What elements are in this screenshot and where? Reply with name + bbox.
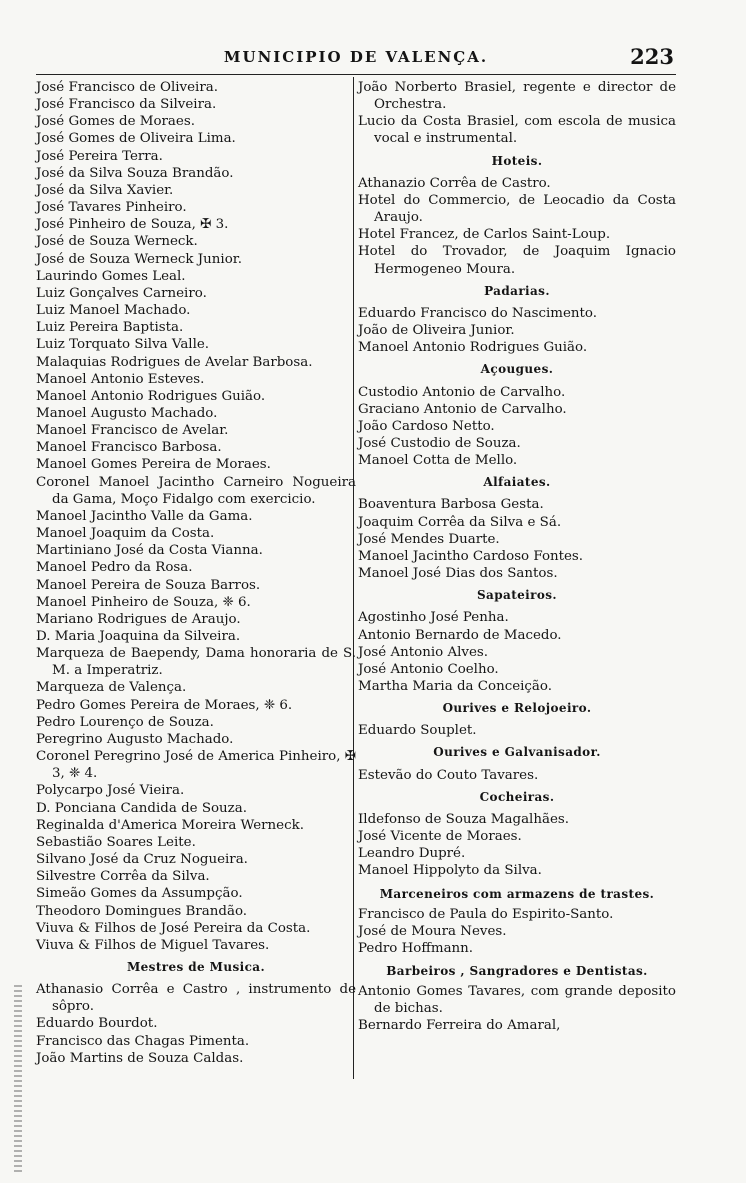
directory-entry: José Francisco da Silveira. (36, 97, 217, 113)
directory-entry: Hotel do Commercio, de Leocadio da Costa Araujo. (358, 192, 676, 226)
directory-entry: João Cardoso Netto. (358, 418, 495, 434)
directory-entry: Manoel Antonio Rodrigues Guião. (36, 388, 266, 404)
directory-entry: Martiniano José da Costa Vianna. (36, 543, 263, 559)
directory-entry: Marqueza de Valença. (36, 680, 187, 696)
directory-entry: Agostinho José Penha. (358, 610, 509, 626)
directory-entry: Viuva & Filhos de José Pereira da Costa. (36, 920, 311, 936)
directory-entry: José de Souza Werneck Junior. (36, 251, 242, 267)
directory-entry: Luiz Pereira Baptista. (36, 320, 184, 336)
directory-entry: D. Ponciana Candida de Souza. (36, 800, 247, 816)
section-heading: Sapateiros. (476, 588, 557, 603)
directory-entry: Lucio da Costa Brasiel, com escola de musica vocal e instrumental. (358, 114, 676, 147)
directory-entry: Hotel do Trovador, de Joaquim Ignacio Hermogeneo Moura. (358, 244, 676, 277)
directory-entry: José da Silva Souza Brandão. (36, 165, 234, 181)
directory-entry: Bernardo Ferreira do Amaral, (358, 1018, 561, 1034)
section-heading: Hoteis. (491, 153, 543, 168)
directory-entry: Pedro Gomes Pereira de Moraes, ❈ 6. (36, 697, 293, 713)
directory-entry: Manoel Antonio Rodrigues Guião. (358, 340, 588, 356)
directory-entry: José Pinheiro de Souza, ✠ 3. (36, 217, 229, 233)
section-heading: Ourives e Relojoeiro. (442, 701, 592, 716)
directory-entry: Manoel Antonio Esteves. (36, 371, 205, 387)
directory-entry: Antonio Bernardo de Macedo. (358, 627, 562, 643)
directory-entry: Silvestre Corrêa da Silva. (36, 869, 210, 885)
directory-entry: José Antonio Coelho. (358, 661, 499, 677)
directory-entry: Peregrino Augusto Machado. (36, 731, 234, 747)
directory-entry: Reginalda d'America Moreira Werneck. (36, 817, 304, 833)
directory-entry: Leandro Dupré. (358, 846, 466, 862)
directory-entry: José Gomes de Moraes. (36, 114, 195, 130)
section-heading: Cocheiras. (479, 789, 555, 804)
directory-entry: Martha Maria da Conceição. (358, 679, 552, 694)
directory-entry: José de Souza Werneck. (36, 234, 198, 250)
directory-entry: Silvano José da Cruz Nogueira. (36, 852, 248, 868)
directory-entry: Viuva & Filhos de Miguel Tavares. (36, 937, 270, 953)
directory-entry: Eduardo Bourdot. (36, 1016, 158, 1032)
directory-entry: Manoel Pinheiro de Souza, ❈ 6. (36, 594, 251, 610)
directory-entry: Manoel Pedro da Rosa. (36, 560, 193, 576)
page-header (36, 44, 676, 75)
directory-entry: José Vicente de Moraes. (358, 829, 522, 845)
directory-entry: Mariano Rodrigues de Araujo. (36, 611, 241, 627)
directory-entry: Luiz Torquato Silva Valle. (36, 337, 210, 353)
directory-entry: Athanasio Corrêa e Castro , instrumento de sôpro. (36, 982, 356, 1015)
directory-entry: José Antonio Alves. (358, 644, 489, 660)
directory-entry: Manoel Joaquim da Costa. (36, 526, 215, 542)
directory-entry: Coronel Manoel Jacintho Carneiro Nogueira da Gama, Moço Fidalgo com exercicio. (36, 474, 356, 507)
directory-entry: Polycarpo José Vieira. (36, 783, 185, 799)
directory-entry: Manoel Francisco de Avelar. (36, 423, 229, 439)
directory-entry: Pedro Hoffmann. (358, 940, 474, 956)
directory-entry: Malaquias Rodrigues de Avelar Barbosa. (36, 354, 313, 370)
directory-entry: Manoel Cotta de Mello. (358, 453, 518, 469)
directory-entry: Custodio Antonio de Carvalho. (358, 384, 566, 400)
binding-edge (14, 985, 22, 1175)
directory-entry: João Martins de Souza Caldas. (36, 1050, 244, 1066)
directory-entry: Francisco das Chagas Pimenta. (36, 1033, 250, 1049)
directory-entry: João de Oliveira Junior. (358, 323, 515, 339)
directory-entry: Laurindo Gomes Leal. (36, 268, 186, 284)
directory-entry: Luiz Gonçalves Carneiro. (36, 285, 207, 301)
directory-entry: Joaquim Corrêa da Silva e Sá. (358, 514, 562, 530)
directory-entry: Coronel Peregrino José de America Pinheiro, ✠ 3, ❈ 4. (36, 749, 356, 782)
directory-entry: Estevão do Couto Tavares. (358, 767, 539, 783)
directory-entry: Pedro Lourenço de Souza. (36, 714, 214, 730)
directory-entry: Francisco de Paula do Espirito-Santo. (358, 906, 614, 922)
right-column (358, 79, 676, 1035)
directory-entry: Athanazio Corrêa de Castro. (358, 175, 551, 191)
directory-entry: José Tavares Pinheiro. (36, 200, 187, 216)
directory-entry: José Francisco de Oliveira. (36, 80, 218, 95)
directory-entry: Eduardo Souplet. (358, 723, 477, 739)
directory-entry: José Gomes de Oliveira Lima. (36, 131, 236, 147)
directory-entry: Luiz Manoel Machado. (36, 303, 191, 319)
directory-entry: Manoel José Dias dos Santos. (358, 566, 558, 582)
directory-entry: Sebastião Soares Leite. (36, 834, 196, 850)
directory-entry: Ildefonso de Souza Magalhães. (358, 811, 570, 827)
directory-entry: José Custodio de Souza. (358, 435, 521, 451)
directory-entry: Manoel Hippolyto da Silva. (358, 863, 542, 879)
directory-entry: Hotel Francez, de Carlos Saint-Loup. (358, 227, 611, 243)
directory-entry: Manoel Pereira de Souza Barros. (36, 577, 261, 593)
section-heading: Alfaiates. (483, 475, 551, 490)
directory-entry: Theodoro Domingues Brandão. (36, 903, 248, 919)
left-column (36, 79, 356, 1067)
directory-entry: José Mendes Duarte. (358, 531, 500, 547)
section-heading: Açougues. (480, 362, 554, 377)
section-heading: Barbeiros , Sangradores e Dentistas. (386, 964, 648, 979)
running-title: MUNICIPIO DE VALENÇA. (223, 48, 489, 66)
section-heading: Mestres de Musica. (126, 959, 266, 974)
directory-entry: D. Maria Joaquina da Silveira. (36, 629, 241, 644)
section-heading: Ourives e Galvanisador. (433, 745, 601, 760)
directory-entry: José de Moura Neves. (358, 923, 507, 939)
directory-entry: Graciano Antonio de Carvalho. (358, 401, 567, 417)
section-heading: Marceneiros com armazens de trastes. (379, 886, 655, 901)
directory-entry: Marqueza de Baependy, Dama honoraria de S. M. a Imperatriz. (36, 646, 356, 679)
directory-entry: João Norberto Brasiel, regente e director de Orchestra. (358, 80, 676, 113)
directory-entry: Manoel Francisco Barbosa. (36, 440, 222, 456)
page-number: 223 (630, 44, 674, 69)
directory-entry: Antonio Gomes Tavares, com grande deposito de bichas. (358, 984, 676, 1017)
directory-entry: Manoel Jacintho Valle da Gama. (36, 508, 253, 524)
directory-entry: José da Silva Xavier. (36, 182, 174, 198)
section-heading: Padarias. (484, 283, 550, 298)
directory-entry: Eduardo Francisco do Nascimento. (358, 305, 597, 321)
directory-entry: Simeão Gomes da Assumpção. (36, 886, 243, 902)
directory-entry: Boaventura Barbosa Gesta. (358, 497, 544, 513)
directory-entry: Manoel Gomes Pereira de Moraes. (36, 457, 271, 473)
directory-entry: Manoel Augusto Machado. (36, 405, 218, 421)
directory-entry: José Pereira Terra. (36, 148, 163, 164)
directory-entry: Manoel Jacintho Cardoso Fontes. (358, 548, 584, 564)
